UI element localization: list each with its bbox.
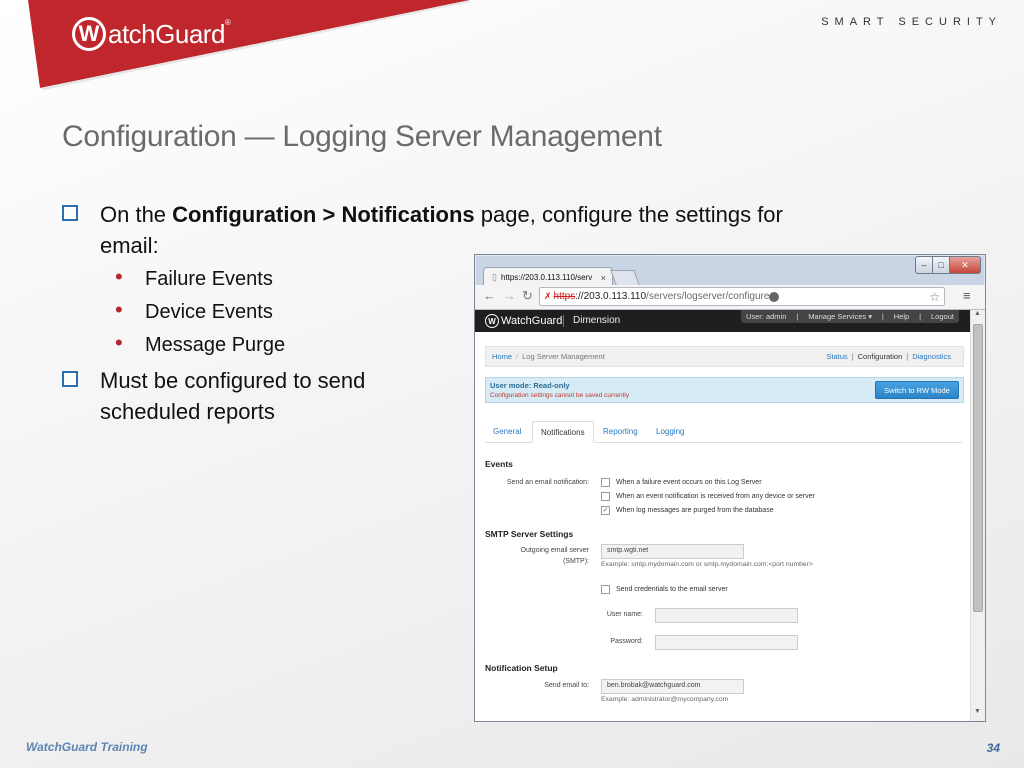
browser-tab[interactable]: ▯ https://203.0.113.110/serv × [483, 267, 613, 287]
user-menu [741, 310, 959, 323]
scroll-up-icon[interactable]: ▲ [974, 310, 981, 317]
username-input[interactable] [655, 608, 798, 623]
help-link[interactable]: Help [893, 312, 910, 321]
checkbox-send-credentials[interactable]: Send credentials to the email server [601, 585, 728, 594]
send-email-label: Send email to: [544, 682, 589, 689]
tab-strip [475, 255, 985, 285]
smtp-server-input[interactable]: smtp.wgti.net [601, 544, 744, 559]
logout-link[interactable]: Logout [931, 312, 954, 321]
watchguard-logo: W atchGuard ® [72, 14, 231, 54]
username-label: User name: [606, 611, 643, 618]
brand-tagline: SMART SECURITY [821, 16, 1002, 28]
checkbox[interactable] [601, 478, 610, 487]
new-tab-button[interactable] [610, 270, 639, 285]
page-scrollbar[interactable] [970, 310, 985, 721]
section-heading-smtp: SMTP Server Settings [485, 529, 574, 539]
checkbox-device-event[interactable]: When an event notification is received from any device or server [601, 492, 815, 501]
section-heading-events: Events [485, 459, 513, 469]
bullet-scheduled-reports-line2: scheduled reports [100, 399, 275, 424]
brand-banner [0, 0, 470, 90]
back-arrow-icon[interactable]: ← [483, 288, 496, 303]
smtp-server-hint: Example: smtp.mydomain.com or smtp.mydomain.com:<port number> [601, 561, 813, 568]
browser-menu-icon[interactable]: ≡ [963, 288, 971, 303]
sub-bullet: • Device Events [115, 297, 273, 323]
square-bullet-icon [62, 371, 78, 387]
sub-bullet: • Failure Events [115, 264, 273, 290]
configuration-link[interactable]: Configuration [857, 352, 903, 361]
dot-bullet-icon: • [115, 330, 123, 355]
breadcrumb: Home / Log Server Management Status | Configuration | Diagnostics [485, 346, 964, 367]
checkbox-checked[interactable]: ✓ [602, 507, 609, 514]
breadcrumb-current: Log Server Management [522, 352, 605, 361]
square-bullet-icon [62, 205, 78, 221]
checkbox[interactable] [601, 492, 610, 501]
scroll-down-icon[interactable]: ▼ [974, 708, 981, 715]
checkbox-message-purge[interactable]: ✓ When log messages are purged from the database [602, 507, 774, 514]
close-window-button[interactable]: ✕ [949, 256, 981, 274]
status-link[interactable]: Status [826, 352, 848, 361]
divider [563, 315, 564, 327]
settings-tabs [485, 421, 962, 443]
smtp-server-label: Outgoing email server [520, 547, 589, 554]
send-email-hint: Example: administrator@mycompany.com [601, 696, 729, 703]
tab-general[interactable]: General [493, 426, 522, 436]
maximize-button[interactable]: □ [932, 256, 950, 274]
bullet-configuration: On the Configuration > Notifications page, configure the settings for [100, 202, 920, 228]
sub-bullet: • Message Purge [115, 330, 286, 356]
bullet-scheduled-reports: Must be configured to send [100, 368, 365, 394]
divider: | [881, 312, 884, 321]
switch-rw-mode-button[interactable]: Switch to RW Mode [875, 381, 959, 399]
smtp-server-label: (SMTP): [562, 558, 589, 565]
tab-notifications[interactable]: Notifications [532, 421, 594, 443]
tab-reporting[interactable]: Reporting [603, 426, 638, 436]
minimize-button[interactable]: – [915, 256, 933, 274]
divider: | [919, 312, 922, 321]
page-icon: ▯ [492, 272, 497, 282]
readonly-alert [485, 377, 964, 403]
app-logo: W WatchGuard [485, 314, 562, 328]
bullet-configuration-line2: email: [100, 233, 159, 258]
checkbox-failure-event[interactable]: When a failure event occurs on this Log Server [601, 478, 762, 487]
tab-logging[interactable]: Logging [656, 426, 685, 436]
dot-bullet-icon: • [115, 297, 123, 322]
footer-training-label: WatchGuard Training [26, 740, 148, 754]
user-label[interactable]: User: admin [745, 312, 787, 321]
alert-title: User mode: Read-only [490, 381, 570, 390]
diagnostics-link[interactable]: Diagnostics [912, 352, 951, 361]
insecure-lock-icon: ✗ [544, 291, 552, 301]
password-label: Password: [610, 638, 643, 645]
forward-arrow-icon[interactable]: → [503, 288, 516, 303]
extension-icon[interactable] [769, 292, 779, 302]
bookmark-star-icon[interactable]: ☆ [929, 289, 940, 304]
checkbox[interactable] [601, 585, 610, 594]
browser-window [474, 254, 986, 722]
divider: | [796, 312, 799, 321]
slide-title: Configuration — Logging Server Management [62, 120, 662, 153]
manage-services-menu[interactable]: Manage Services ▾ [808, 312, 872, 321]
address-bar[interactable]: ✗ https ://203.0.113.110 /servers/logserver/configure ☆ [539, 287, 945, 306]
section-heading-notification: Notification Setup [485, 663, 558, 673]
close-tab-icon[interactable]: × [600, 272, 606, 283]
reload-icon[interactable]: ↻ [522, 288, 533, 303]
app-header [475, 310, 970, 332]
scroll-thumb[interactable] [973, 324, 983, 612]
dot-bullet-icon: • [115, 264, 123, 289]
alert-subtitle: Configuration settings cannot be saved currently [490, 392, 630, 399]
browser-toolbar [475, 285, 985, 310]
send-notification-label: Send an email notification: [506, 479, 589, 486]
password-input[interactable] [655, 635, 798, 650]
page-number: 34 [986, 741, 1000, 755]
breadcrumb-home[interactable]: Home [492, 352, 513, 361]
web-page [475, 310, 970, 721]
send-email-input[interactable]: ben.brobak@watchguard.com [601, 679, 744, 694]
product-name: Dimension [573, 315, 621, 326]
